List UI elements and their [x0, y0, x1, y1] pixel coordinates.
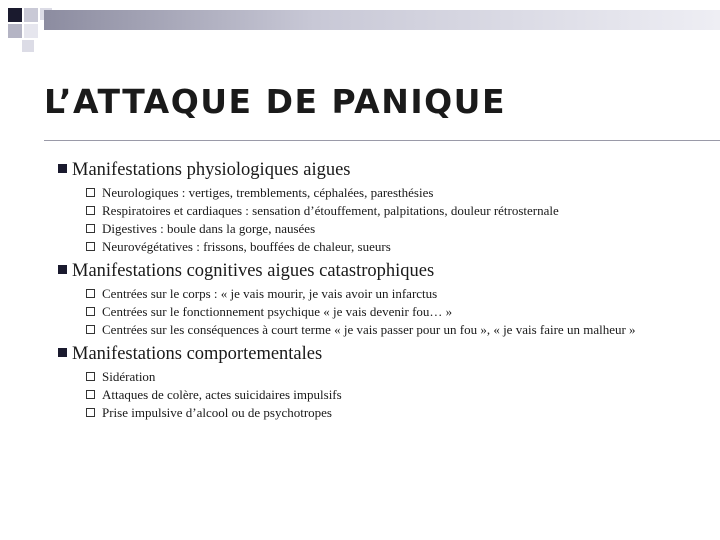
item-text: Centrées sur les conséquences à court terme « je vais passer pour un fou », « je vais faire un malheur »	[102, 322, 636, 337]
corner-square-icon	[22, 40, 34, 52]
checkbox-bullet-icon	[86, 307, 95, 316]
list-item	[72, 369, 704, 385]
section-physiological	[44, 158, 704, 255]
checkbox-bullet-icon	[86, 188, 95, 197]
square-bullet-icon	[58, 164, 67, 173]
item-text: Attaques de colère, actes suicidaires impulsifs	[102, 387, 342, 402]
section-label: Manifestations cognitives aigues catastrophiques	[72, 261, 435, 281]
list-item	[72, 387, 704, 403]
checkbox-bullet-icon	[86, 372, 95, 381]
section-label: Manifestations physiologiques aigues	[72, 160, 351, 180]
checkbox-bullet-icon	[86, 242, 95, 251]
item-text: Neurovégétatives : frissons, bouffées de chaleur, sueurs	[102, 239, 391, 254]
item-text: Digestives : boule dans la gorge, nausées	[102, 221, 316, 236]
item-text: Respiratoires et cardiaques : sensation d’étouffement, palpitations, douleur rétrosternale	[102, 203, 559, 218]
item-text: Centrées sur le corps : « je vais mourir, je vais avoir un infarctus	[102, 286, 438, 301]
list-item	[72, 405, 704, 421]
list-item	[72, 203, 704, 219]
corner-square-icon	[8, 24, 22, 38]
title-divider	[44, 140, 720, 141]
section-label: Manifestations comportementales	[72, 344, 323, 364]
list-item	[72, 239, 704, 255]
square-bullet-icon	[58, 265, 67, 274]
list-item	[72, 304, 704, 320]
square-bullet-icon	[58, 348, 67, 357]
checkbox-bullet-icon	[86, 289, 95, 298]
checkbox-bullet-icon	[86, 325, 95, 334]
item-text: Prise impulsive d’alcool ou de psychotropes	[102, 405, 332, 420]
section-cognitive	[44, 259, 704, 338]
decorative-header	[0, 0, 720, 60]
list-item	[72, 286, 704, 302]
checkbox-bullet-icon	[86, 390, 95, 399]
slide-content	[44, 158, 704, 425]
item-text: Centrées sur le fonctionnement psychique « je vais devenir fou… »	[102, 304, 453, 319]
checkbox-bullet-icon	[86, 224, 95, 233]
item-text: Neurologiques : vertiges, tremblements, céphalées, paresthésies	[102, 185, 434, 200]
slide-title: L’ATTAQUE DE PANIQUE	[44, 82, 506, 121]
list-item	[72, 185, 704, 201]
corner-square-icon	[8, 8, 22, 22]
corner-square-icon	[24, 24, 38, 38]
list-item	[72, 221, 704, 237]
checkbox-bullet-icon	[86, 408, 95, 417]
item-list	[72, 369, 704, 421]
list-item	[72, 322, 704, 338]
corner-square-icon	[24, 8, 38, 22]
item-list	[72, 185, 704, 255]
item-list	[72, 286, 704, 338]
header-gradient-band	[44, 10, 720, 30]
item-text: Sidération	[102, 369, 156, 384]
section-behavioral	[44, 342, 704, 421]
checkbox-bullet-icon	[86, 206, 95, 215]
